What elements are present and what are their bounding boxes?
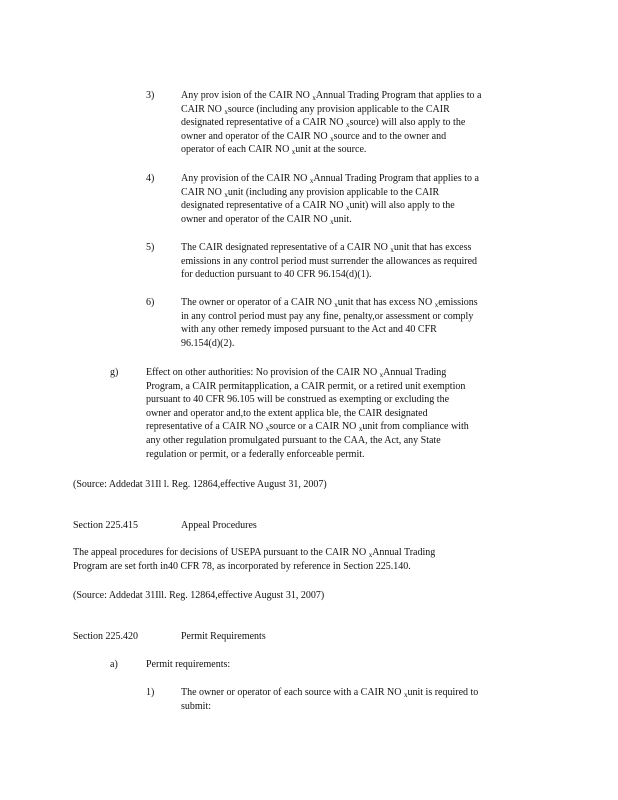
section-title: Permit Requirements bbox=[181, 631, 266, 642]
section-number: Section 225.415 bbox=[73, 520, 138, 531]
text-run: owner and operator and,to the extent applica ble, the CAIR designated bbox=[146, 407, 428, 419]
subscript: x bbox=[358, 425, 363, 434]
text-run: Program, a CAIR permitapplication, a CAIR permit, or a retired unit exemption bbox=[146, 380, 466, 392]
text-run: source (including any provision applicable to the CAIR bbox=[227, 103, 450, 115]
item-number: g) bbox=[110, 367, 119, 378]
text-line bbox=[146, 448, 538, 462]
text-line bbox=[181, 268, 538, 282]
text-line bbox=[181, 213, 538, 227]
item-number: 3) bbox=[146, 90, 155, 101]
text-run: CAIR NO bbox=[181, 186, 225, 198]
subscript: x bbox=[390, 246, 394, 254]
text-line bbox=[181, 686, 538, 700]
subscript: x bbox=[403, 691, 408, 699]
text-line bbox=[146, 380, 538, 394]
section-number: Section 225.420 bbox=[73, 631, 138, 642]
text-line bbox=[181, 241, 538, 255]
text-run: The owner or operator of a CAIR NO bbox=[181, 297, 335, 308]
text-run: Annual Trading bbox=[383, 367, 447, 378]
item-text bbox=[181, 241, 538, 282]
text-run: unit. bbox=[333, 213, 352, 225]
source-note: (Source: Addedat 31Il l. Reg. 12864,effective August 31, 2007) bbox=[73, 479, 327, 490]
subscript: x bbox=[330, 217, 334, 226]
text-run: 96.154(d)(2). bbox=[181, 337, 235, 349]
text-run: emissions bbox=[438, 297, 478, 308]
subscript: x bbox=[309, 177, 314, 185]
text-run: Annual Trading Program that applies to a bbox=[315, 90, 482, 101]
text-line bbox=[181, 255, 538, 269]
item-text bbox=[146, 366, 538, 461]
text-run: submit: bbox=[181, 700, 212, 712]
text-line bbox=[181, 172, 538, 186]
text-run: The appeal procedures for decisions of USEPA pursuant to the CAIR NO bbox=[73, 547, 369, 558]
text-run: Program are set forth in40 CFR 78, as incorporated by reference in Section 225.140. bbox=[73, 560, 411, 572]
subscript: x bbox=[334, 301, 338, 309]
text-line bbox=[181, 337, 538, 351]
item-number: 4) bbox=[146, 173, 155, 184]
subscript: x bbox=[224, 190, 228, 199]
subscript: x bbox=[265, 425, 270, 434]
item-number: 1) bbox=[146, 687, 155, 698]
text-line bbox=[146, 434, 538, 448]
item-number: a) bbox=[110, 659, 118, 670]
text-run: Effect on other authorities: No provision of the CAIR NO bbox=[146, 367, 380, 378]
text-run: Annual Trading bbox=[372, 547, 436, 558]
text-run: in any control period must pay any fine, penalty,or assessment or comply bbox=[181, 310, 474, 322]
text-run: emissions in any control period must surrender the allowances as required bbox=[181, 255, 478, 267]
text-run: unit) will also apply to the bbox=[349, 200, 455, 212]
text-run: unit that has excess bbox=[393, 242, 472, 253]
text-line bbox=[146, 407, 538, 421]
text-run: unit is required to bbox=[407, 687, 479, 698]
text-run: designated representative of a CAIR NO bbox=[181, 200, 346, 212]
text-run: representative of a CAIR NO bbox=[146, 421, 266, 433]
text-run: source or a CAIR NO bbox=[269, 421, 359, 433]
text-line bbox=[181, 323, 538, 337]
text-line bbox=[181, 116, 538, 130]
text-run: Any prov ision of the CAIR NO bbox=[181, 90, 313, 101]
text-run: The CAIR designated representative of a CAIR NO bbox=[181, 242, 391, 253]
subscript: x bbox=[291, 148, 296, 157]
text-line bbox=[146, 393, 538, 407]
source-note: (Source: Addedat 31Ill. Reg. 12864,effective August 31, 2007) bbox=[73, 590, 325, 601]
text-line bbox=[181, 296, 538, 310]
subscript: x bbox=[345, 204, 350, 213]
text-run: The owner or operator of each source with a CAIR NO bbox=[181, 687, 404, 698]
text-run: designated representative of a CAIR NO bbox=[181, 117, 346, 129]
text-line bbox=[73, 560, 538, 574]
text-run: source) will also apply to the bbox=[349, 117, 466, 129]
text-run: unit at the source. bbox=[295, 144, 367, 156]
subscript: x bbox=[434, 301, 439, 309]
text-line bbox=[146, 420, 538, 434]
text-run: owner and operator of the CAIR NO bbox=[181, 130, 331, 142]
text-line bbox=[181, 89, 538, 103]
text-run: with any other remedy imposed pursuant to the Act and 40 CFR bbox=[181, 324, 437, 336]
subscript: x bbox=[379, 371, 384, 379]
text-run: Any provision of the CAIR NO bbox=[181, 173, 310, 184]
item-text bbox=[181, 172, 538, 226]
text-line bbox=[181, 130, 538, 144]
subscript: x bbox=[312, 94, 316, 102]
item-text bbox=[181, 296, 538, 350]
text-run: regulation or permit, or a federally enforceable permit. bbox=[146, 448, 365, 460]
text-run: owner and operator of the CAIR NO bbox=[181, 213, 331, 225]
item-number: 6) bbox=[146, 297, 155, 308]
subscript: x bbox=[368, 551, 373, 559]
text-run: for deduction pursuant to 40 CFR 96.154(d)(1). bbox=[181, 269, 372, 281]
item-text: Permit requirements: bbox=[146, 659, 231, 670]
text-run: source and to the owner and bbox=[333, 130, 447, 142]
text-line bbox=[73, 546, 538, 560]
text-line bbox=[181, 199, 538, 213]
item-text bbox=[181, 686, 538, 713]
text-line bbox=[181, 143, 538, 157]
item-number: 5) bbox=[146, 242, 155, 253]
text-line bbox=[181, 310, 538, 324]
text-line bbox=[181, 186, 538, 200]
text-run: unit from compliance with bbox=[362, 421, 469, 433]
text-run: pursuant to 40 CFR 96.105 will be construed as exempting or excluding the bbox=[146, 394, 450, 406]
text-run: unit (including any provision applicable to the CAIR bbox=[227, 186, 440, 198]
text-run: operator of each CAIR NO bbox=[181, 144, 292, 156]
text-line bbox=[146, 366, 538, 380]
section-body bbox=[73, 546, 538, 573]
subscript: x bbox=[224, 107, 228, 116]
subscript: x bbox=[330, 134, 334, 143]
text-run: unit that has excess NO bbox=[337, 297, 435, 308]
text-line bbox=[181, 103, 538, 117]
item-text bbox=[181, 89, 538, 157]
subscript: x bbox=[345, 121, 350, 130]
text-line bbox=[181, 700, 538, 714]
section-title: Appeal Procedures bbox=[181, 520, 257, 531]
text-run: any other regulation promulgated pursuant to the CAA, the Act, any State bbox=[146, 434, 441, 446]
text-run: CAIR NO bbox=[181, 103, 225, 115]
text-run: Annual Trading Program that applies to a bbox=[313, 173, 479, 184]
